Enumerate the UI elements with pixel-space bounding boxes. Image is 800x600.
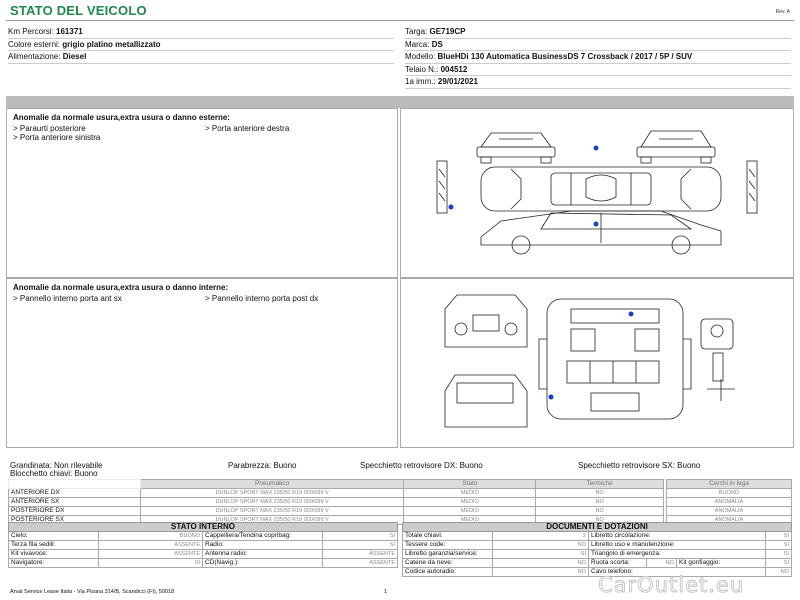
- documenti-table: [402, 522, 792, 577]
- field-value: SI: [766, 532, 792, 541]
- tyre-termiche: NO: [536, 498, 664, 507]
- documenti-row: [403, 550, 792, 559]
- revision-label: Rev. A: [775, 9, 790, 15]
- stato-interno-row: [9, 532, 398, 541]
- documenti-title: DOCUMENTI E DOTAZIONI: [403, 523, 792, 532]
- right-side-strip: [747, 161, 757, 213]
- external-damage-panel: [6, 108, 398, 278]
- external-damage-title: Anomalie da normale usura,extra usura o danno esterne:: [13, 113, 230, 122]
- field-label: Codice autoradio:: [403, 568, 493, 577]
- damage-marker[interactable]: [594, 146, 599, 151]
- car-top-view: [481, 167, 721, 211]
- field-label: Libretto circolazione:: [589, 532, 766, 541]
- alimentazione-value: Diesel: [62, 52, 87, 61]
- modello-label: Modello:: [405, 52, 436, 61]
- field-label: Libretto uso e manutenzione:: [589, 541, 766, 550]
- field-label: CD(Navig.):: [203, 559, 323, 568]
- internal-damage-list: [7, 294, 397, 303]
- km-value: 161371: [56, 27, 83, 36]
- vehicle-info-left: [8, 26, 394, 64]
- rear-interior-view: [445, 375, 527, 427]
- km-label: Km Percorsi:: [8, 27, 54, 36]
- field-label: Kit gonfiaggio:: [677, 559, 766, 568]
- km-row: [8, 26, 394, 39]
- marca-row: [405, 39, 791, 52]
- field-value: SI: [766, 559, 792, 568]
- tyre-position: ANTERIORE DX: [9, 489, 141, 498]
- cerchi-value: BUONO: [667, 489, 792, 498]
- tyres-header-stato: Stato: [404, 480, 536, 489]
- tyre-row: [9, 489, 664, 498]
- alimentazione-row: [8, 51, 394, 64]
- footer-address: Arval Service Lease Italia - Via Pisana 314/B, Scandicci (FI), 50018: [10, 589, 175, 595]
- field-value: ASSENTE: [99, 550, 203, 559]
- watermark-logo: CarOutlet.eu: [598, 573, 745, 597]
- stato-interno-title: STATO INTERNO: [9, 523, 398, 532]
- field-value: SI: [766, 541, 792, 550]
- field-label: Cavo telefono:: [589, 568, 766, 577]
- marca-label: Marca:: [405, 39, 430, 49]
- internal-damage-item: > Pannello interno porta post dx: [205, 294, 319, 303]
- field-label: Totale chiavi:: [403, 532, 493, 541]
- tyre-stato: MEDIO: [404, 507, 536, 516]
- tyre-model: DUNLOP SPORT MAX 235/50 R19 000/099 V: [140, 507, 404, 516]
- field-value: SI: [493, 550, 589, 559]
- tyre-position: POSTERIORE DX: [9, 507, 141, 516]
- tyres-table: [8, 479, 664, 525]
- section-divider-bar: [6, 96, 794, 108]
- tyre-model: DUNLOP SPORT MAX 235/50 R19 000/099 V: [140, 489, 404, 498]
- targa-label: Targa:: [405, 27, 428, 36]
- telaio-label: Telaio N.:: [405, 64, 439, 74]
- car-front-view: [477, 133, 555, 163]
- cerchi-value: ANOMALIA: [667, 498, 792, 507]
- internal-damage-panel: [6, 278, 398, 448]
- cerchi-header: Cerchi in lega: [667, 480, 792, 489]
- field-label: Tessere code:: [403, 541, 493, 550]
- tyre-position: ANTERIORE SX: [9, 498, 141, 507]
- field-value: NO: [493, 568, 589, 577]
- targa-row: [405, 26, 791, 39]
- internal-damage-title: Anomalie da normale usura,extra usura o danno interne:: [13, 283, 229, 292]
- external-diagram-panel: [400, 108, 794, 278]
- damage-marker[interactable]: [594, 222, 599, 227]
- field-label: Libretto garanzia/service:: [403, 550, 493, 559]
- specchietto-dx-text: Specchietto retrovisore DX: Buono: [360, 461, 483, 470]
- external-damage-list: [7, 124, 397, 142]
- field-value: NO: [647, 559, 677, 568]
- header-rule: [6, 20, 794, 21]
- tyres-header-row: [9, 480, 664, 489]
- field-value: SI: [323, 541, 398, 550]
- field-value: ASSENTE: [323, 550, 398, 559]
- telaio-value: 004512: [440, 64, 468, 74]
- external-damage-item: > Porta anteriore destra: [205, 124, 290, 133]
- damage-marker[interactable]: [629, 312, 634, 317]
- car-interior-diagram: [401, 279, 793, 447]
- imm-label: 1a imm.:: [405, 77, 436, 86]
- field-label: Cappelliera/Tendina copribag:: [203, 532, 323, 541]
- interior-top-view: [539, 299, 691, 419]
- documenti-row: [403, 559, 792, 568]
- damage-marker[interactable]: [449, 205, 454, 210]
- tyre-termiche: NO: [536, 507, 664, 516]
- field-value: NO: [493, 541, 589, 550]
- internal-diagram-panel: [400, 278, 794, 448]
- blocchetto-text: Blocchetto chiavi: Buono: [10, 469, 98, 478]
- specchietto-sx-text: Specchietto retrovisore SX: Buono: [578, 461, 701, 470]
- field-value: ASSENTE: [323, 559, 398, 568]
- field-value: BUONO: [99, 532, 203, 541]
- modello-value: BlueHDi 130 Automatica BusinessDS 7 Crossback / 2017 / 5P / SUV: [437, 52, 693, 61]
- imm-value: 29/01/2021: [437, 77, 478, 86]
- stato-interno-row: [9, 550, 398, 559]
- field-label: Ruota scorta:: [589, 559, 647, 568]
- internal-damage-item: > Pannello interno porta ant sx: [13, 294, 122, 303]
- tyre-termiche: NO: [536, 516, 664, 525]
- tyre-position: POSTERIORE SX: [9, 516, 141, 525]
- door-panels: [701, 319, 735, 401]
- field-value: SI: [766, 550, 792, 559]
- car-rear-view: [637, 131, 715, 163]
- tyre-row: [9, 507, 664, 516]
- field-label: Triangolo di emergenza:: [589, 550, 766, 559]
- page-number: 1: [384, 589, 388, 595]
- tyres-corner-cell: [9, 480, 141, 489]
- colore-value: grigio platino metallizzato: [62, 39, 161, 49]
- field-value: NO: [766, 568, 792, 577]
- tyre-stato: MEDIO: [404, 489, 536, 498]
- page-title: STATO DEL VEICOLO: [10, 3, 147, 18]
- tyre-stato: MEDIO: [404, 516, 536, 525]
- field-label: Kit vivavoce:: [9, 550, 99, 559]
- alimentazione-label: Alimentazione:: [8, 52, 61, 61]
- colore-label: Colore esterni:: [8, 39, 61, 49]
- field-value: NO: [493, 559, 589, 568]
- documenti-row: [403, 541, 792, 550]
- vehicle-info-right: [405, 26, 791, 89]
- telaio-row: [405, 64, 791, 77]
- tyre-model: DUNLOP SPORT MAX 235/50 R19 000/099 V: [140, 498, 404, 507]
- field-value: SI: [99, 559, 203, 568]
- cerchi-value: ANOMALIA: [667, 507, 792, 516]
- car-exterior-diagram: [401, 109, 793, 277]
- imm-row: [405, 76, 791, 89]
- tyres-header-pneumatico: Pneumatico: [140, 480, 404, 489]
- stato-interno-table: [8, 522, 398, 568]
- external-damage-item: > Porta anteriore sinistra: [13, 133, 101, 142]
- field-label: Cielo:: [9, 532, 99, 541]
- field-value: ASSENTE: [99, 541, 203, 550]
- marca-value: DS: [431, 39, 443, 49]
- parabrezza-text: Parabrezza: Buono: [228, 461, 297, 470]
- cerchi-table: [666, 479, 792, 525]
- field-label: Catene da neve:: [403, 559, 493, 568]
- tyre-model: DUNLOP SPORT MAX 235/50 R19 000/099 V: [140, 516, 404, 525]
- cerchi-value: ANOMALIA: [667, 516, 792, 525]
- tyre-termiche: NO: [536, 489, 664, 498]
- stato-interno-row: [9, 541, 398, 550]
- field-label: Antenna radio:: [203, 550, 323, 559]
- external-damage-item: > Paraurti posteriore: [13, 124, 86, 133]
- documenti-row: [403, 532, 792, 541]
- colore-row: [8, 39, 394, 52]
- dashboard-view: [445, 295, 527, 347]
- tyre-row: [9, 498, 664, 507]
- modello-row: [405, 51, 791, 64]
- field-label: Navigatore:: [9, 559, 99, 568]
- tyre-stato: MEDIO: [404, 498, 536, 507]
- field-value: 2: [493, 532, 589, 541]
- field-label: Radio:: [203, 541, 323, 550]
- grandinata-text: Grandinata: Non rilevabile: [10, 461, 103, 470]
- damage-marker[interactable]: [549, 395, 554, 400]
- stato-interno-row: [9, 559, 398, 568]
- car-side-view: [481, 211, 721, 254]
- field-label: Terza fila sedili:: [9, 541, 99, 550]
- left-side-strip: [437, 161, 447, 213]
- targa-value: GE719CP: [429, 27, 466, 36]
- field-value: SI: [323, 532, 398, 541]
- tyres-header-termiche: Termiche: [536, 480, 664, 489]
